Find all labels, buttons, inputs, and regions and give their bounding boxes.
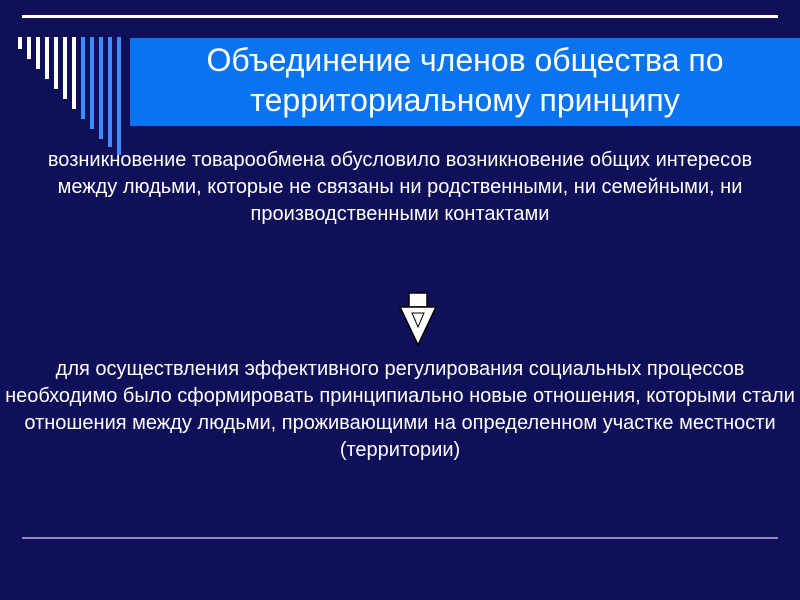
- decorative-stripes: [18, 37, 130, 157]
- down-arrow-icon: [398, 291, 438, 347]
- top-divider: [22, 15, 778, 18]
- bottom-divider: [22, 537, 778, 539]
- paragraph-effect: для осуществления эффективного регулирования социальных процессов необходимо было сформировать принципиально новые отношения, которыми стали отношения между людьми, проживающими на определенном участке местности (территории): [5, 358, 795, 461]
- paragraph-cause: возникновение товарообмена обусловило возникновение общих интересов между людьми, которые не связаны ни родственными, ни семейными, ни производственными контактами: [47, 149, 753, 225]
- slide-title: Объединение членов общества по территориальному принципу: [206, 42, 724, 118]
